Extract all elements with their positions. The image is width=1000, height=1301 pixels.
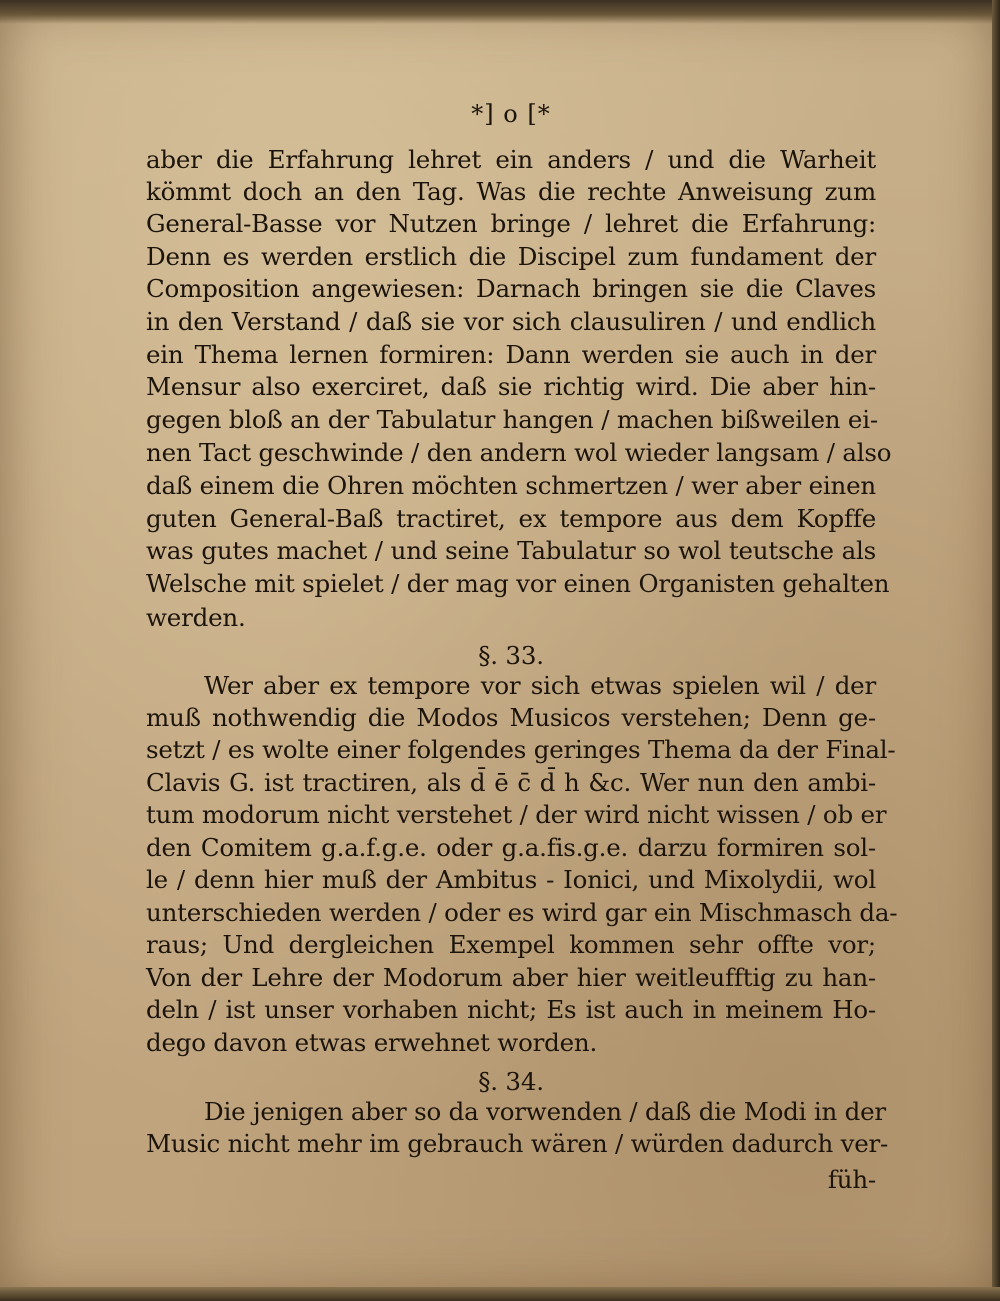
- text-line: nen Tact geschwinde / den andern wol wieder langsam / also: [146, 438, 892, 467]
- text-line: deln / ist unser vorhaben nicht; Es ist auch in meinem Ho-: [146, 995, 876, 1024]
- text-line: guten General-Baß tractiret, ex tempore aus dem Kopffe: [146, 504, 876, 533]
- section-heading: §. 34.: [478, 1067, 544, 1096]
- text-line: tum modorum nicht verstehet / der wird nicht wissen / ob er: [146, 800, 887, 829]
- text-line: werden.: [146, 603, 246, 632]
- text-line: in den Verstand / daß sie vor sich clausuliren / und endlich: [146, 307, 876, 336]
- text-line: Denn es werden erstlich die Discipel zum fundament der: [146, 242, 876, 271]
- page-right-edge: [992, 0, 1000, 1301]
- text-line: Music nicht mehr im gebrauch wären / würden dadurch ver-: [146, 1129, 889, 1158]
- text-line: unterschieden werden / oder es wird gar ein Mischmasch da-: [146, 898, 898, 927]
- text-line: ein Thema lernen formiren: Dann werden sie auch in der: [146, 340, 876, 369]
- text-line: Clavis G. ist tractiren, als d̄ ē c̄ d̄ h &c. Wer nun den ambi-: [146, 768, 876, 797]
- section-heading: §. 33.: [478, 641, 544, 670]
- catchword: füh-: [827, 1165, 876, 1194]
- text-line: aber die Erfahrung lehret ein anders / und die Warheit: [146, 145, 876, 174]
- text-line: setzt / es wolte einer folgendes geringes Thema da der Final-: [146, 735, 896, 764]
- text-line: kömmt doch an den Tag. Was die rechte Anweisung zum: [146, 177, 876, 206]
- text-line: gegen bloß an der Tabulatur hangen / machen bißweilen ei-: [146, 405, 878, 434]
- text-line: Wer aber ex tempore vor sich etwas spielen wil / der: [204, 671, 876, 700]
- text-line: General-Basse vor Nutzen bringe / lehret die Erfahrung:: [146, 209, 876, 238]
- text-line: le / denn hier muß der Ambitus - Ionici, und Mixolydii, wol: [146, 865, 876, 894]
- text-line: Composition angewiesen: Darnach bringen sie die Claves: [146, 274, 876, 303]
- page-bottom-edge: [0, 1287, 1000, 1301]
- page-header-ornament: *] o [*: [471, 100, 551, 128]
- text-line: Mensur also exerciret, daß sie richtig wird. Die aber hin-: [146, 372, 876, 401]
- text-line: den Comitem g.a.f.g.e. oder g.a.fis.g.e. darzu formiren sol-: [146, 833, 876, 862]
- text-line: Die jenigen aber so da vorwenden / daß die Modi in der: [204, 1097, 886, 1126]
- text-line: Von der Lehre der Modorum aber hier weitleufftig zu han-: [146, 963, 876, 992]
- text-line: Welsche mit spielet / der mag vor einen Organisten gehalten: [146, 569, 890, 598]
- text-line: dego davon etwas erwehnet worden.: [146, 1028, 598, 1057]
- page-top-edge: [0, 0, 1000, 24]
- text-line: was gutes machet / und seine Tabulatur so wol teutsche als: [146, 536, 876, 565]
- text-line: muß nothwendig die Modos Musicos verstehen; Denn ge-: [146, 703, 876, 732]
- text-line: daß einem die Ohren möchten schmertzen / wer aber einen: [146, 471, 876, 500]
- text-line: raus; Und dergleichen Exempel kommen sehr offte vor;: [146, 930, 876, 959]
